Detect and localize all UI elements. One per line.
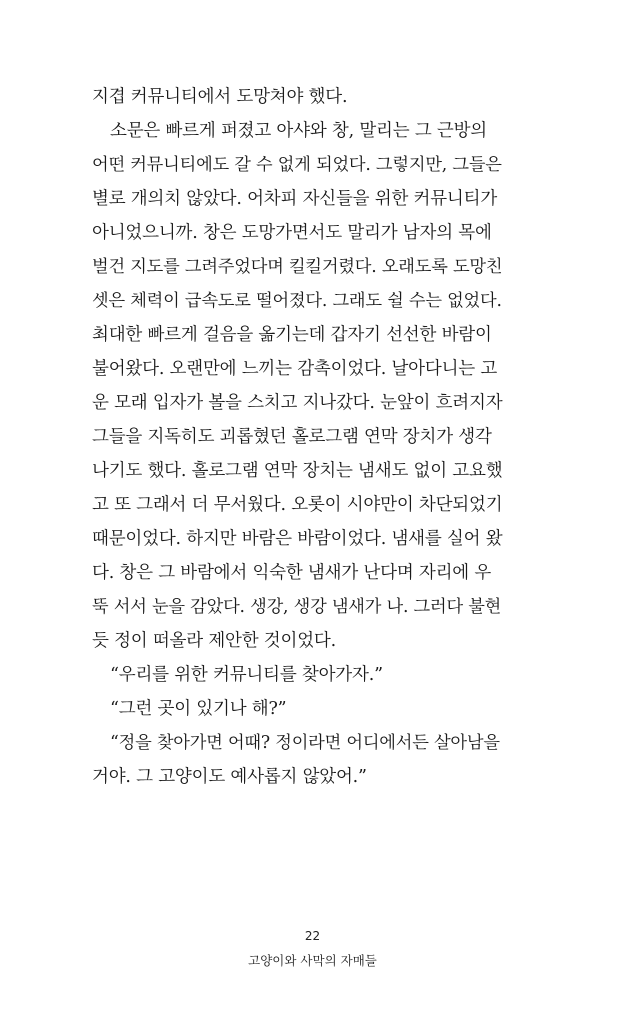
dialogue-line-3: “정을 찾아가면 어때? 정이라면 어디에서든 살아남을 bbox=[110, 733, 500, 753]
text-line-4: 별로 개의치 않았다. 어차피 자신들을 위한 커뮤니티가 bbox=[92, 189, 498, 209]
text-line-16: 뚝 서서 눈을 감았다. 생강, 생강 냄새가 나. 그러다 불현 bbox=[92, 597, 502, 617]
text-line-17: 듯 정이 떠올라 제안한 것이었다. bbox=[92, 631, 336, 651]
text-line-7: 셋은 체력이 급속도로 떨어졌다. 그래도 쉴 수는 없었다. bbox=[92, 291, 502, 311]
text-line-12: 나기도 했다. 홀로그램 연막 장치는 냄새도 없이 고요했 bbox=[92, 461, 503, 481]
text-line-8: 최대한 빠르게 걸음을 옮기는데 갑자기 선선한 바람이 bbox=[92, 325, 492, 345]
text-line-10: 운 모래 입자가 볼을 스치고 지나갔다. 눈앞이 흐려지자 bbox=[92, 393, 503, 413]
text-line-15: 다. 창은 그 바람에서 익숙한 냄새가 난다며 자리에 우 bbox=[92, 563, 492, 583]
dialogue-line-1: “우리를 위한 커뮤니티를 찾아가자.” bbox=[110, 665, 383, 685]
text-line-14: 때문이었다. 하지만 바람은 바람이었다. 냄새를 실어 왔 bbox=[92, 529, 503, 549]
page-number: 22 bbox=[304, 929, 321, 943]
page-body bbox=[92, 80, 504, 794]
text-line-5: 아니었으니까. 창은 도망가면서도 말리가 남자의 목에 bbox=[92, 223, 492, 243]
book-title: 고양이와 사막의 자매들 bbox=[248, 953, 377, 968]
text-line-13: 고 또 그래서 더 무서웠다. 오롯이 시야만이 차단되었기 bbox=[92, 495, 503, 515]
dialogue-line-4: 거야. 그 고양이도 예사롭지 않았어.” bbox=[92, 767, 367, 787]
dialogue-line-2: “그런 곳이 있기나 해?” bbox=[110, 699, 287, 719]
text-line-1: 지겹 커뮤니티에서 도망쳐야 했다. bbox=[92, 87, 348, 107]
text-line-2: 소문은 빠르게 퍼졌고 아샤와 창, 말리는 그 근방의 bbox=[110, 121, 488, 141]
text-line-6: 벌건 지도를 그려주었다며 킬킬거렸다. 오래도록 도망친 bbox=[92, 257, 503, 277]
text-line-9: 불어왔다. 오랜만에 느끼는 감촉이었다. 날아다니는 고 bbox=[92, 359, 498, 379]
text-line-11: 그들을 지독히도 괴롭혔던 홀로그램 연막 장치가 생각 bbox=[92, 427, 492, 447]
text-line-3: 어떤 커뮤니티에도 갈 수 없게 되었다. 그렇지만, 그들은 bbox=[92, 155, 502, 175]
